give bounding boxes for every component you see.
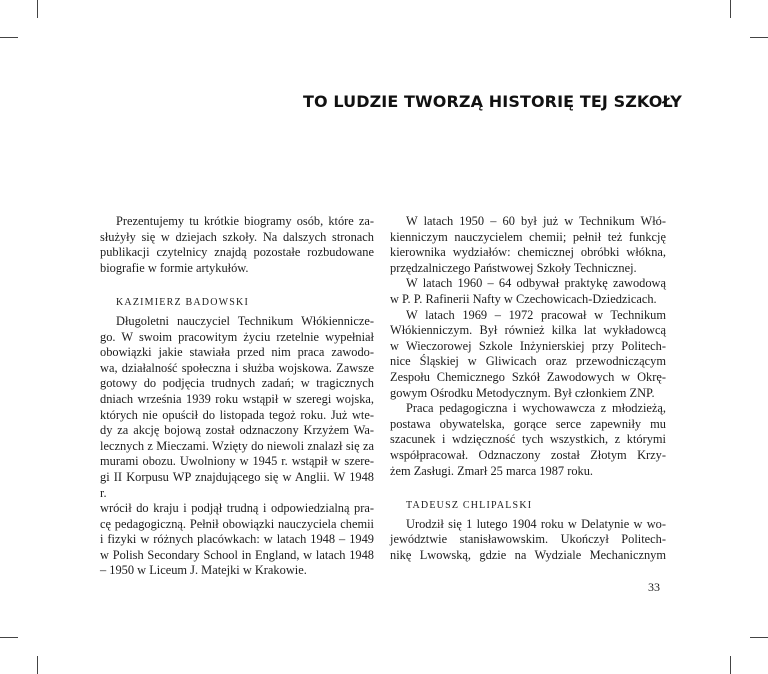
paragraph-1960 bbox=[390, 276, 666, 307]
intro-paragraph bbox=[100, 214, 374, 276]
crop-mark-left-bottom bbox=[0, 637, 18, 638]
text-line: gotowy do podjęcia trudnych zadań; w tragicznych bbox=[100, 376, 374, 391]
byline-chlipalski: TADEUSZ CHLIPALSKI bbox=[406, 500, 533, 512]
text-line: dy za akcję bojową został odznaczony Krzyżem Wa- bbox=[100, 423, 374, 438]
text-line: publikacji czytelnicy znajdą pozostałe rozbudowane bbox=[100, 245, 374, 260]
crop-mark-bottom-left bbox=[37, 656, 38, 674]
text-line: przędzalniczego Państwowej Szkoły Technicznej. bbox=[390, 260, 637, 275]
text-line: wa, działalność społeczna i służba wojskowa. Zawsze bbox=[100, 360, 374, 375]
chapter-heading: TO LUDZIE TWORZĄ HISTORIĘ TEJ SZKOŁY bbox=[303, 92, 682, 111]
text-line: – 1950 w Liceum J. Matejki w Krakowie. bbox=[100, 563, 307, 578]
byline-badowski: KAZIMIERZ BADOWSKI bbox=[116, 297, 249, 309]
text-line: obowiązki jakie stawiała przed nim praca zawodo- bbox=[100, 345, 374, 360]
text-line: żem Zasługi. Zmarł 25 marca 1987 roku. bbox=[390, 463, 594, 478]
text-line: biografie w formie artykułów. bbox=[100, 260, 249, 275]
text-line: W latach 1960 – 64 odbywał praktykę zawodową bbox=[406, 276, 666, 291]
crop-mark-right-top bbox=[750, 37, 768, 38]
text-line: nice Śląskiej w Gliwicach oraz przewodniczącym bbox=[390, 354, 666, 369]
text-line: kienniczym nauczycielem chemii; pełnił też funkcję bbox=[390, 229, 666, 244]
text-line: gi II Korpusu WP znajdującego się w Anglii. W 1948 r. bbox=[100, 469, 374, 500]
paragraph-1969 bbox=[390, 308, 666, 402]
bio-paragraph-chlipalski bbox=[390, 517, 666, 564]
text-line: gowym Ośrodku Metodycznym. Był członkiem ZNP. bbox=[390, 385, 655, 400]
text-line: W latach 1950 – 60 był już w Technikum Włó- bbox=[406, 214, 666, 228]
text-line: cę pedagogiczną. Pełnił obowiązki nauczyciela chemii bbox=[100, 516, 374, 531]
text-line: wrócił do kraju i podjął trudną i odpowiedzialną pra- bbox=[100, 501, 374, 516]
crop-mark-left-top bbox=[0, 37, 18, 38]
paragraph-tribute bbox=[390, 401, 666, 479]
crop-mark-bottom-right bbox=[730, 656, 731, 674]
text-line: i fizyki w różnych placówkach: w latach 1948 – 1949 bbox=[100, 532, 374, 547]
text-line: postawa obywatelska, gorące serce zapewniły mu bbox=[390, 416, 666, 431]
crop-mark-top-left bbox=[37, 0, 38, 18]
page-number: 33 bbox=[648, 580, 660, 594]
crop-mark-top-right bbox=[730, 0, 731, 18]
text-line: Urodził się 1 lutego 1904 roku w Delatynie w wo- bbox=[406, 516, 666, 531]
left-column bbox=[100, 214, 374, 579]
paragraph-1950 bbox=[390, 214, 666, 276]
text-line: Praca pedagogiczna i wychowawcza z młodzieżą, bbox=[406, 401, 666, 416]
text-line: których nie opuścił do listopada tegoż roku. Już wte- bbox=[100, 407, 374, 422]
text-line: w P. P. Rafinerii Nafty w Czechowicach-Dziedzicach. bbox=[390, 291, 657, 306]
text-line: W latach 1969 – 1972 pracował w Technikum bbox=[406, 307, 666, 322]
bio-paragraph-badowski bbox=[100, 314, 374, 579]
text-line: Włókienniczym. Był również kilka lat wykładowcą bbox=[390, 323, 666, 338]
text-line: w Wieczorowej Szkole Inżynierskiej przy Politech- bbox=[390, 338, 666, 353]
text-line: jewództwie stanisławowskim. Ukończył Politech- bbox=[390, 532, 666, 547]
text-line: nikę Lwowską, gdzie na Wydziale Mechanicznym bbox=[390, 547, 666, 562]
text-line: Zespołu Chemicznego Szkół Zawodowych w Okrę- bbox=[390, 369, 666, 384]
text-line: lecznych z Mieczami. Wzięty do niewoli znalazł się za bbox=[100, 438, 374, 453]
text-line: służyły się w dziejach szkoły. Na dalszych stronach bbox=[100, 229, 374, 244]
text-line: Długoletni nauczyciel Technikum Włókiennicze- bbox=[116, 313, 374, 328]
text-line: szacunek i wdzięczność tych wszystkich, z którymi bbox=[390, 432, 666, 447]
text-line: Prezentujemy tu krótkie biogramy osób, które za- bbox=[116, 214, 374, 228]
crop-mark-right-bottom bbox=[750, 637, 768, 638]
text-line: dniach września 1939 roku wstąpił w szeregi wojska, bbox=[100, 391, 374, 406]
text-line: murami obozu. Uwolniony w 1945 r. wstąpił w szere- bbox=[100, 454, 374, 469]
text-line: współpracował. Odznaczony został Złotym Krzy- bbox=[390, 447, 666, 462]
text-line: w Polish Secondary School in England, w latach 1948 bbox=[100, 547, 374, 562]
right-column bbox=[390, 214, 666, 563]
text-line: kierownika wydziałów: chemicznej obróbki włókna, bbox=[390, 245, 666, 260]
text-line: go. W swoim pracowitym życiu rzetelnie wypełniał bbox=[100, 329, 374, 344]
